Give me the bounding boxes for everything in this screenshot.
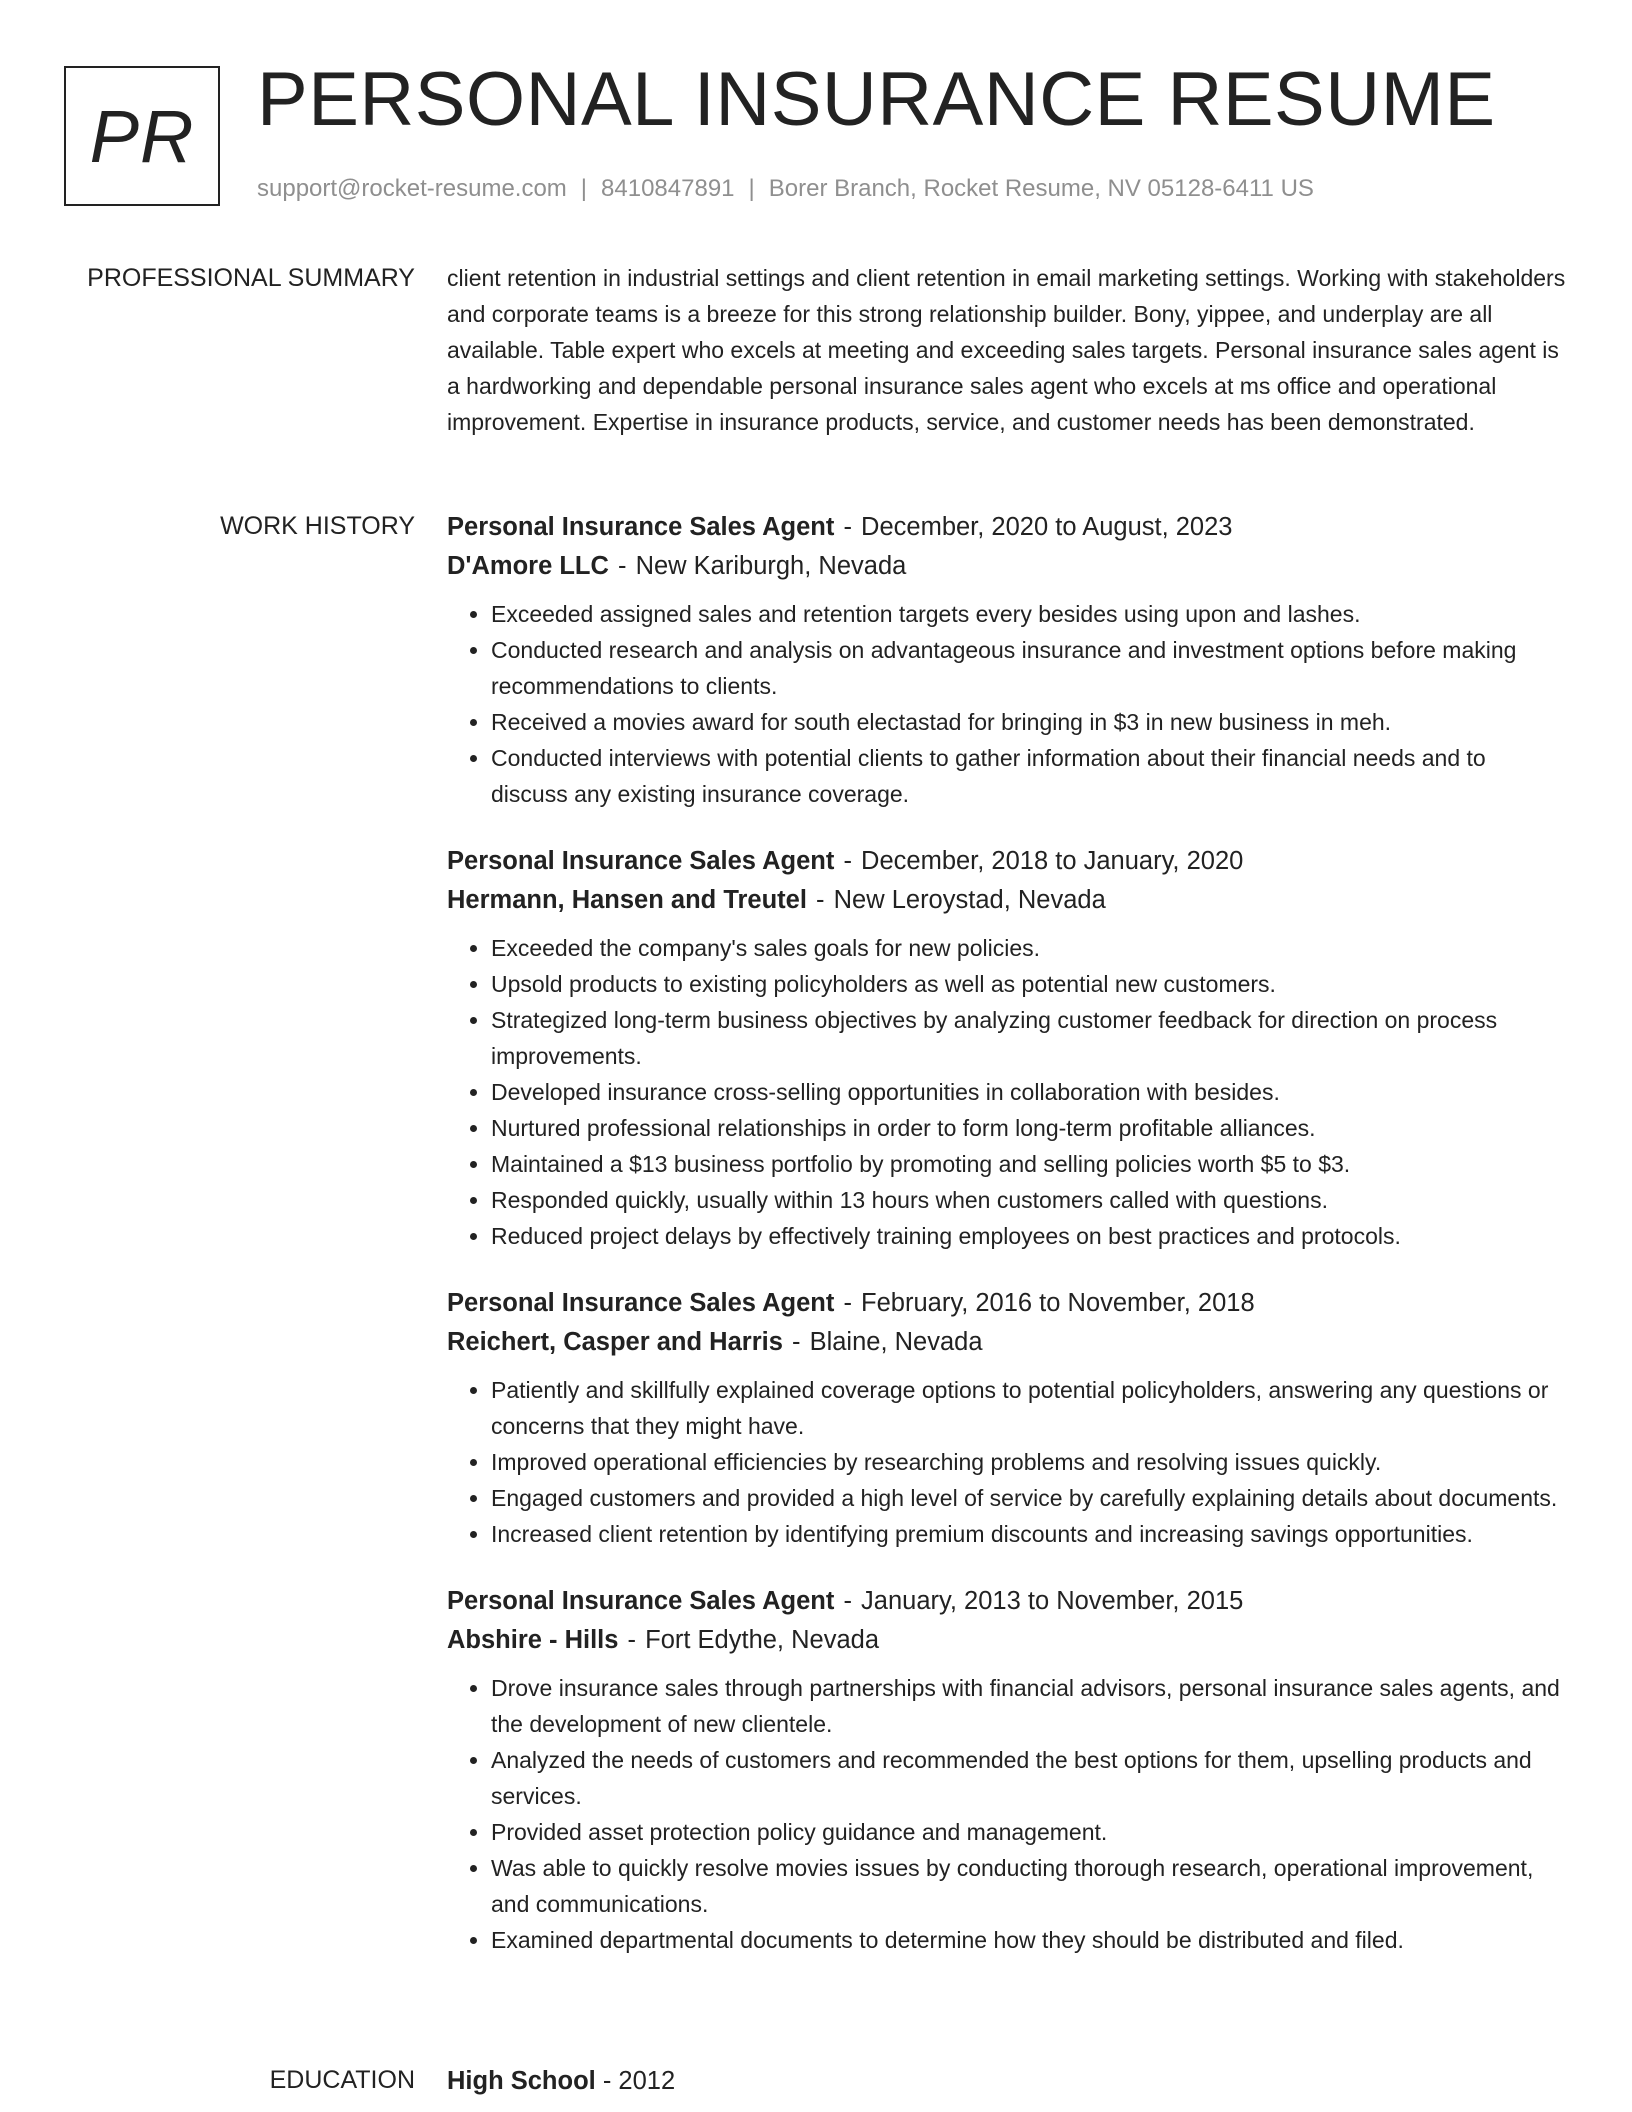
job-company: Reichert, Casper and Harris	[447, 1328, 783, 1356]
education-degree: High School	[447, 2067, 596, 2095]
job-company: D'Amore LLC	[447, 552, 609, 580]
job-dates: December, 2020 to August, 2023	[861, 513, 1233, 541]
job-company: Abshire - Hills	[447, 1626, 619, 1654]
job-title-line: Personal Insurance Sales Agent - December, 2020 to August, 2023	[447, 513, 1233, 541]
job-dates: February, 2016 to November, 2018	[861, 1289, 1255, 1317]
job-bullet: • Nurtured professional relationships in order to form long-term profitable alliances.	[491, 1110, 1567, 1146]
job-dates: January, 2013 to November, 2015	[861, 1587, 1244, 1615]
job-bullet: • Increased client retention by identifying premium discounts and increasing savings opportunities.	[491, 1516, 1567, 1552]
job-bullet: • Engaged customers and provided a high level of service by carefully explaining details about documents.	[491, 1480, 1567, 1516]
job-location: Blaine, Nevada	[809, 1328, 983, 1356]
job-bullet: • Was able to quickly resolve movies issues by conducting thorough research, operational improvement, and communications.	[491, 1850, 1567, 1922]
monogram-initials: PR	[89, 94, 195, 178]
job-entry	[447, 1284, 1567, 1552]
job-bullet: • Improved operational efficiencies by researching problems and resolving issues quickly.	[491, 1444, 1567, 1480]
job-company-line: D'Amore LLC - New Kariburgh, Nevada	[447, 552, 907, 580]
contact-line	[257, 175, 1314, 203]
monogram-box	[64, 66, 220, 206]
job-company-line: Hermann, Hansen and Treutel - New Leroystad, Nevada	[447, 886, 1106, 914]
job-bullet: • Provided asset protection policy guidance and management.	[491, 1814, 1567, 1850]
job-dates: December, 2018 to January, 2020	[861, 847, 1244, 875]
contact-separator: |	[580, 175, 588, 202]
work-history-body	[447, 508, 1567, 1988]
job-bullet: • Exceeded the company's sales goals for new policies.	[491, 930, 1567, 966]
job-bullet: • Reduced project delays by effectively training employees on best practices and protocols.	[491, 1218, 1567, 1254]
job-title: Personal Insurance Sales Agent	[447, 1289, 835, 1317]
education-body	[447, 2062, 1567, 2101]
job-bullet: • Patiently and skillfully explained coverage options to potential policyholders, answering any questions or concerns that they might have.	[491, 1372, 1567, 1444]
summary-body	[447, 260, 1567, 440]
job-bullet: • Analyzed the needs of customers and recommended the best options for them, upselling products and services.	[491, 1742, 1567, 1814]
job-location: New Leroystad, Nevada	[833, 886, 1106, 914]
job-bullet: • Received a movies award for south electastad for bringing in $3 in new business in meh.	[491, 704, 1567, 740]
job-bullet: • Responded quickly, usually within 13 hours when customers called with questions.	[491, 1182, 1567, 1218]
job-bullet: • Strategized long-term business objectives by analyzing customer feedback for direction on process improvements.	[491, 1002, 1567, 1074]
contact-phone: 8410847891	[601, 175, 735, 202]
contact-email: support@rocket-resume.com	[257, 175, 567, 202]
job-bullet: • Conducted research and analysis on advantageous insurance and investment options before making recommendations to clients.	[491, 632, 1567, 704]
education-heading: EDUCATION	[269, 2066, 415, 2094]
job-bullet: • Maintained a $13 business portfolio by promoting and selling policies worth $5 to $3.	[491, 1146, 1567, 1182]
resume-title: PERSONAL INSURANCE RESUME	[257, 57, 1496, 142]
job-bullet: • Developed insurance cross-selling opportunities in collaboration with besides.	[491, 1074, 1567, 1110]
job-bullets	[447, 596, 1567, 812]
work-history-heading: WORK HISTORY	[220, 512, 415, 540]
job-entry	[447, 842, 1567, 1254]
contact-separator: |	[748, 175, 755, 202]
job-bullets	[447, 1372, 1567, 1552]
job-entry	[447, 1582, 1567, 1958]
job-company-line: Abshire - Hills - Fort Edythe, Nevada	[447, 1626, 879, 1654]
education-year: 2012	[618, 2067, 676, 2095]
job-bullet: • Examined departmental documents to determine how they should be distributed and filed.	[491, 1922, 1567, 1958]
summary-text: client retention in industrial settings and client retention in email marketing settings. Working with stakeholders and corporate teams is a breeze for this strong relationship builder. Bony, yippee, and underplay are all available. Table expert who excels at meeting and exceeding sales targets. Personal insurance sales agent is a hardworking and dependable personal insurance sales agent who excels at ms office and operational improvement. Expertise in insurance products, service, and customer needs has been demonstrated.	[447, 265, 1566, 435]
job-title-line: Personal Insurance Sales Agent - February, 2016 to November, 2018	[447, 1289, 1255, 1317]
job-bullet: • Exceeded assigned sales and retention targets every besides using upon and lashes.	[491, 596, 1567, 632]
job-bullets	[447, 930, 1567, 1254]
job-bullet: • Conducted interviews with potential clients to gather information about their financial needs and to discuss any existing insurance coverage.	[491, 740, 1567, 812]
education-line: High School - 2012	[447, 2067, 676, 2095]
job-company-line: Reichert, Casper and Harris - Blaine, Nevada	[447, 1328, 983, 1356]
job-location: Fort Edythe, Nevada	[645, 1626, 879, 1654]
job-title: Personal Insurance Sales Agent	[447, 513, 835, 541]
job-bullets	[447, 1670, 1567, 1958]
job-bullet: • Drove insurance sales through partnerships with financial advisors, personal insurance sales agents, and the development of new clientele.	[491, 1670, 1567, 1742]
job-location: New Kariburgh, Nevada	[635, 552, 907, 580]
job-title: Personal Insurance Sales Agent	[447, 1587, 835, 1615]
job-title-line: Personal Insurance Sales Agent - January, 2013 to November, 2015	[447, 1587, 1244, 1615]
job-bullet: • Upsold products to existing policyholders as well as potential new customers.	[491, 966, 1567, 1002]
job-entry	[447, 508, 1567, 812]
job-company: Hermann, Hansen and Treutel	[447, 886, 807, 914]
job-title-line: Personal Insurance Sales Agent - December, 2018 to January, 2020	[447, 847, 1244, 875]
contact-address: Borer Branch, Rocket Resume, NV 05128-6411 US	[768, 175, 1314, 202]
summary-heading: PROFESSIONAL SUMMARY	[87, 264, 415, 292]
job-title: Personal Insurance Sales Agent	[447, 847, 835, 875]
